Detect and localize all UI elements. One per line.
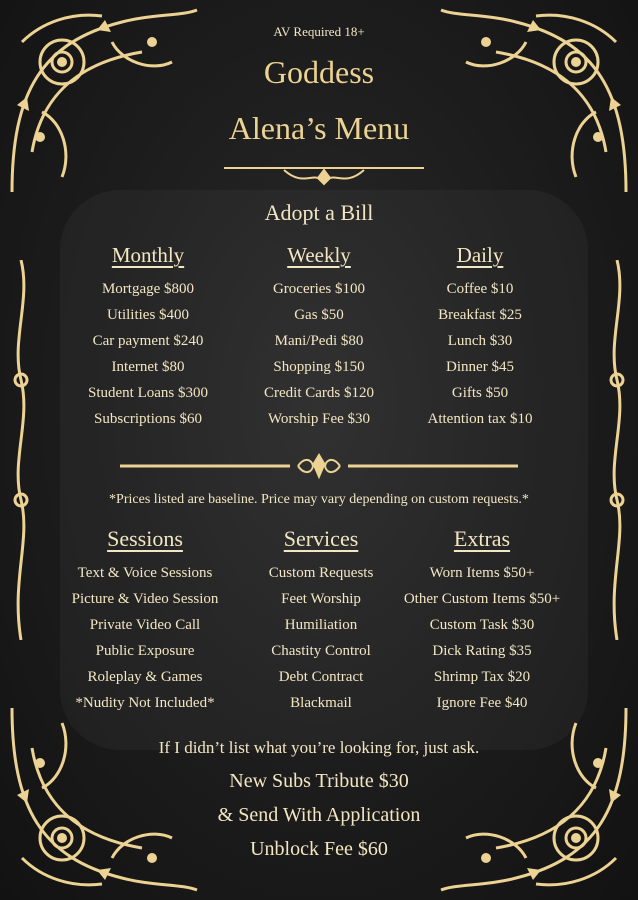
sessions-column: [44, 524, 246, 716]
list-item: Groceries $100: [272, 281, 366, 297]
list-item: Chastity Control: [271, 643, 371, 659]
list-item: Debt Contract: [278, 669, 364, 685]
list-item: Student Loans $300: [88, 385, 208, 401]
list-item: Credit Cards $120: [264, 385, 374, 401]
services-title: Services: [283, 526, 359, 551]
bills-weekly-column: [229, 240, 409, 432]
list-item: Lunch $30: [447, 333, 513, 349]
list-item: Shrimp Tax $20: [433, 669, 531, 685]
bills-monthly-column: [58, 240, 238, 432]
list-item: Dick Rating $35: [432, 643, 532, 659]
bills-daily-column: [390, 240, 570, 432]
corner-flourish-icon: [2, 698, 202, 898]
list-item: Coffee $10: [446, 281, 514, 297]
list-item: Picture & Video Session: [71, 591, 219, 607]
list-item: Ignore Fee $40: [436, 695, 528, 711]
age-notice: AV Required 18+: [273, 24, 365, 39]
list-item: Feet Worship: [281, 591, 361, 607]
list-item: Custom Task $30: [429, 617, 535, 633]
list-item: Blackmail: [290, 695, 352, 711]
list-item: Attention tax $10: [427, 411, 533, 427]
list-item: Humiliation: [284, 617, 358, 633]
unblock-line: Unblock Fee $60: [250, 838, 388, 860]
list-item: Breakfast $25: [438, 307, 522, 323]
list-item: Private Video Call: [89, 617, 201, 633]
list-item: Worn Items $50+: [429, 565, 535, 581]
list-item: Worship Fee $30: [267, 411, 371, 427]
extras-title: Extras: [453, 526, 511, 551]
divider-flourish-icon: [120, 452, 518, 482]
extras-column: [382, 524, 582, 716]
tribute-line: New Subs Tribute $30: [229, 770, 409, 792]
list-item: Public Exposure: [95, 643, 195, 659]
list-item: Other Custom Items $50+: [403, 591, 561, 607]
bills-weekly-title: Weekly: [287, 243, 351, 267]
ask-line: If I didn’t list what you’re looking for, just ask.: [158, 738, 480, 757]
side-vine-icon: [6, 260, 36, 640]
list-item: Mortgage $800: [101, 281, 195, 297]
list-item: Text & Voice Sessions: [77, 565, 213, 581]
list-item: Gifts $50: [451, 385, 509, 401]
bills-heading: Adopt a Bill: [264, 200, 374, 225]
list-item: Shopping $150: [273, 359, 365, 375]
side-vine-icon: [602, 260, 632, 640]
list-item: Mani/Pedi $80: [274, 333, 364, 349]
list-item: Car payment $240: [92, 333, 204, 349]
list-item: Custom Requests: [268, 565, 374, 581]
list-item: Subscriptions $60: [94, 411, 202, 427]
list-item: Internet $80: [111, 359, 185, 375]
list-item: Gas $50: [294, 307, 344, 323]
page-title-line1: Goddess: [263, 54, 375, 90]
corner-flourish-icon: [436, 698, 636, 898]
list-item: *Nudity Not Included*: [75, 695, 215, 711]
bills-daily-title: Daily: [456, 243, 504, 267]
pricing-note: *Prices listed are baseline. Price may vary depending on custom requests.*: [109, 492, 529, 507]
list-item: Roleplay & Games: [87, 669, 203, 685]
page-title-line2: Alena’s Menu: [228, 110, 410, 146]
divider-flourish-icon: [224, 160, 424, 190]
list-item: Utilities $400: [106, 307, 190, 323]
sessions-title: Sessions: [107, 526, 183, 551]
list-item: Dinner $45: [446, 359, 514, 375]
application-line: & Send With Application: [217, 804, 421, 826]
bills-monthly-title: Monthly: [111, 243, 185, 267]
